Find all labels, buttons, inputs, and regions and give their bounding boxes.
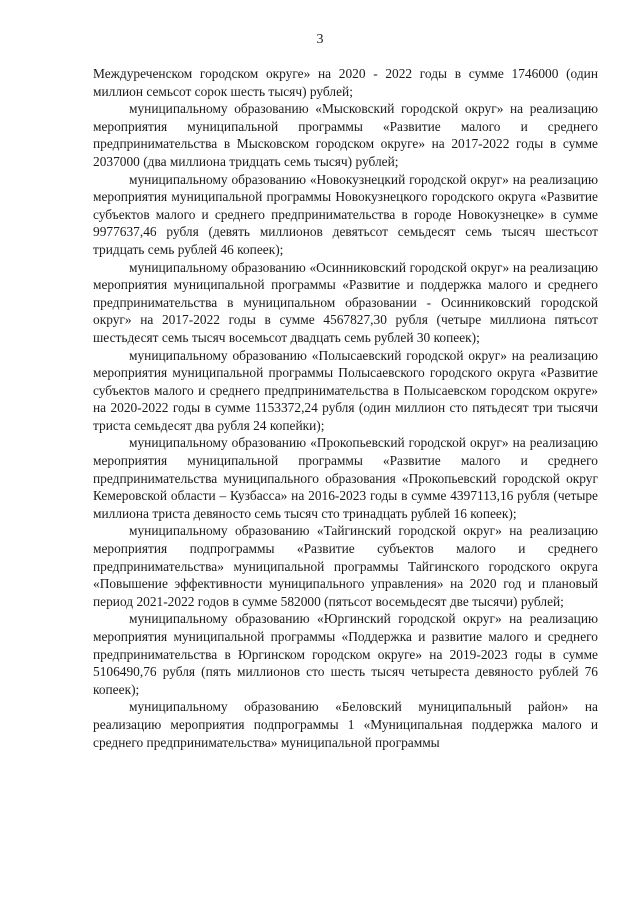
paragraph: муниципальному образованию «Новокузнецкий городской округ» на реализацию мероприятия муниципальной программы Новокузнецкого городского округа «Развитие субъектов малого и среднего предпринимательства в городе Новокузнецке» в сумме 9977637,46 рубля (девять миллионов девятьсот семьдесят семь тысяч шестьсот тридцать семь рублей 46 копеек);	[93, 171, 598, 257]
paragraph: муниципальному образованию «Прокопьевский городской округ» на реализацию мероприятия муниципальной программы «Развитие малого и среднего предпринимательства муниципального образования «Прокопьевский городской округ Кемеровской области – Кузбасса» на 2016-2023 годы в сумме 4397113,16 рубля (четыре миллиона триста девяносто семь тысяч сто тринадцать рублей 16 копеек);	[93, 435, 598, 521]
paragraph: муниципальному образованию «Мысковский городской округ» на реализацию мероприятия муниципальной программы «Развитие малого и среднего предпринимательства в Мысковском городском округе» на 2017-2022 годы в сумме 2037000 (два миллиона тридцать семь тысяч) рублей;	[93, 101, 598, 169]
paragraph: муниципальному образованию «Осинниковский городской округ» на реализацию мероприятия муниципальной программы «Развитие и поддержка малого и среднего предпринимательства в муниципальном образовании - Осинниковский городской округ» на 2017-2022 годы в сумме 4567827,30 рубля (четыре миллиона пятьсот шестьдесят семь тысяч восемьсот двадцать семь рублей 30 копеек);	[93, 259, 598, 345]
paragraph: муниципальному образованию «Юргинский городской округ» на реализацию мероприятия муниципальной программы «Поддержка и развитие малого и среднего предпринимательства в Юргинском городском округе» на 2019-2023 годы в сумме 5106490,76 рубля (пять миллионов сто шесть тысяч четыреста девяносто рублей 76 копеек);	[93, 611, 598, 697]
paragraph: муниципальному образованию «Беловский муниципальный район» на реализацию мероприятия подпрограммы 1 «Муниципальная поддержка малого и среднего предпринимательства» муниципальной программы	[93, 699, 598, 750]
page-number: 3	[316, 32, 324, 47]
paragraph: муниципальному образованию «Тайгинский городской округ» на реализацию мероприятия подпрограммы «Развитие субъектов малого и среднего предпринимательства» муниципальной программы Тайгинского городского округа «Повышение эффективности муниципального управления» на 2020 год и плановый период 2021-2022 годов в сумме 582000 (пятьсот восемьдесят две тысячи) рублей;	[93, 523, 598, 609]
document-body	[93, 65, 598, 751]
paragraph-continuation: Междуреченском городском округе» на 2020 - 2022 годы в сумме 1746000 (один миллион семьсот сорок шесть тысяч) рублей;	[93, 66, 598, 99]
paragraph: муниципальному образованию «Полысаевский городской округ» на реализацию мероприятия муниципальной программы Полысаевского городского округа «Развитие субъектов малого и среднего предпринимательства в Полысаевском городском округе» на 2020-2022 годы в сумме 1153372,24 рубля (один миллион сто пятьдесят три тысячи триста семьдесят два рубля 24 копейки);	[93, 347, 598, 433]
